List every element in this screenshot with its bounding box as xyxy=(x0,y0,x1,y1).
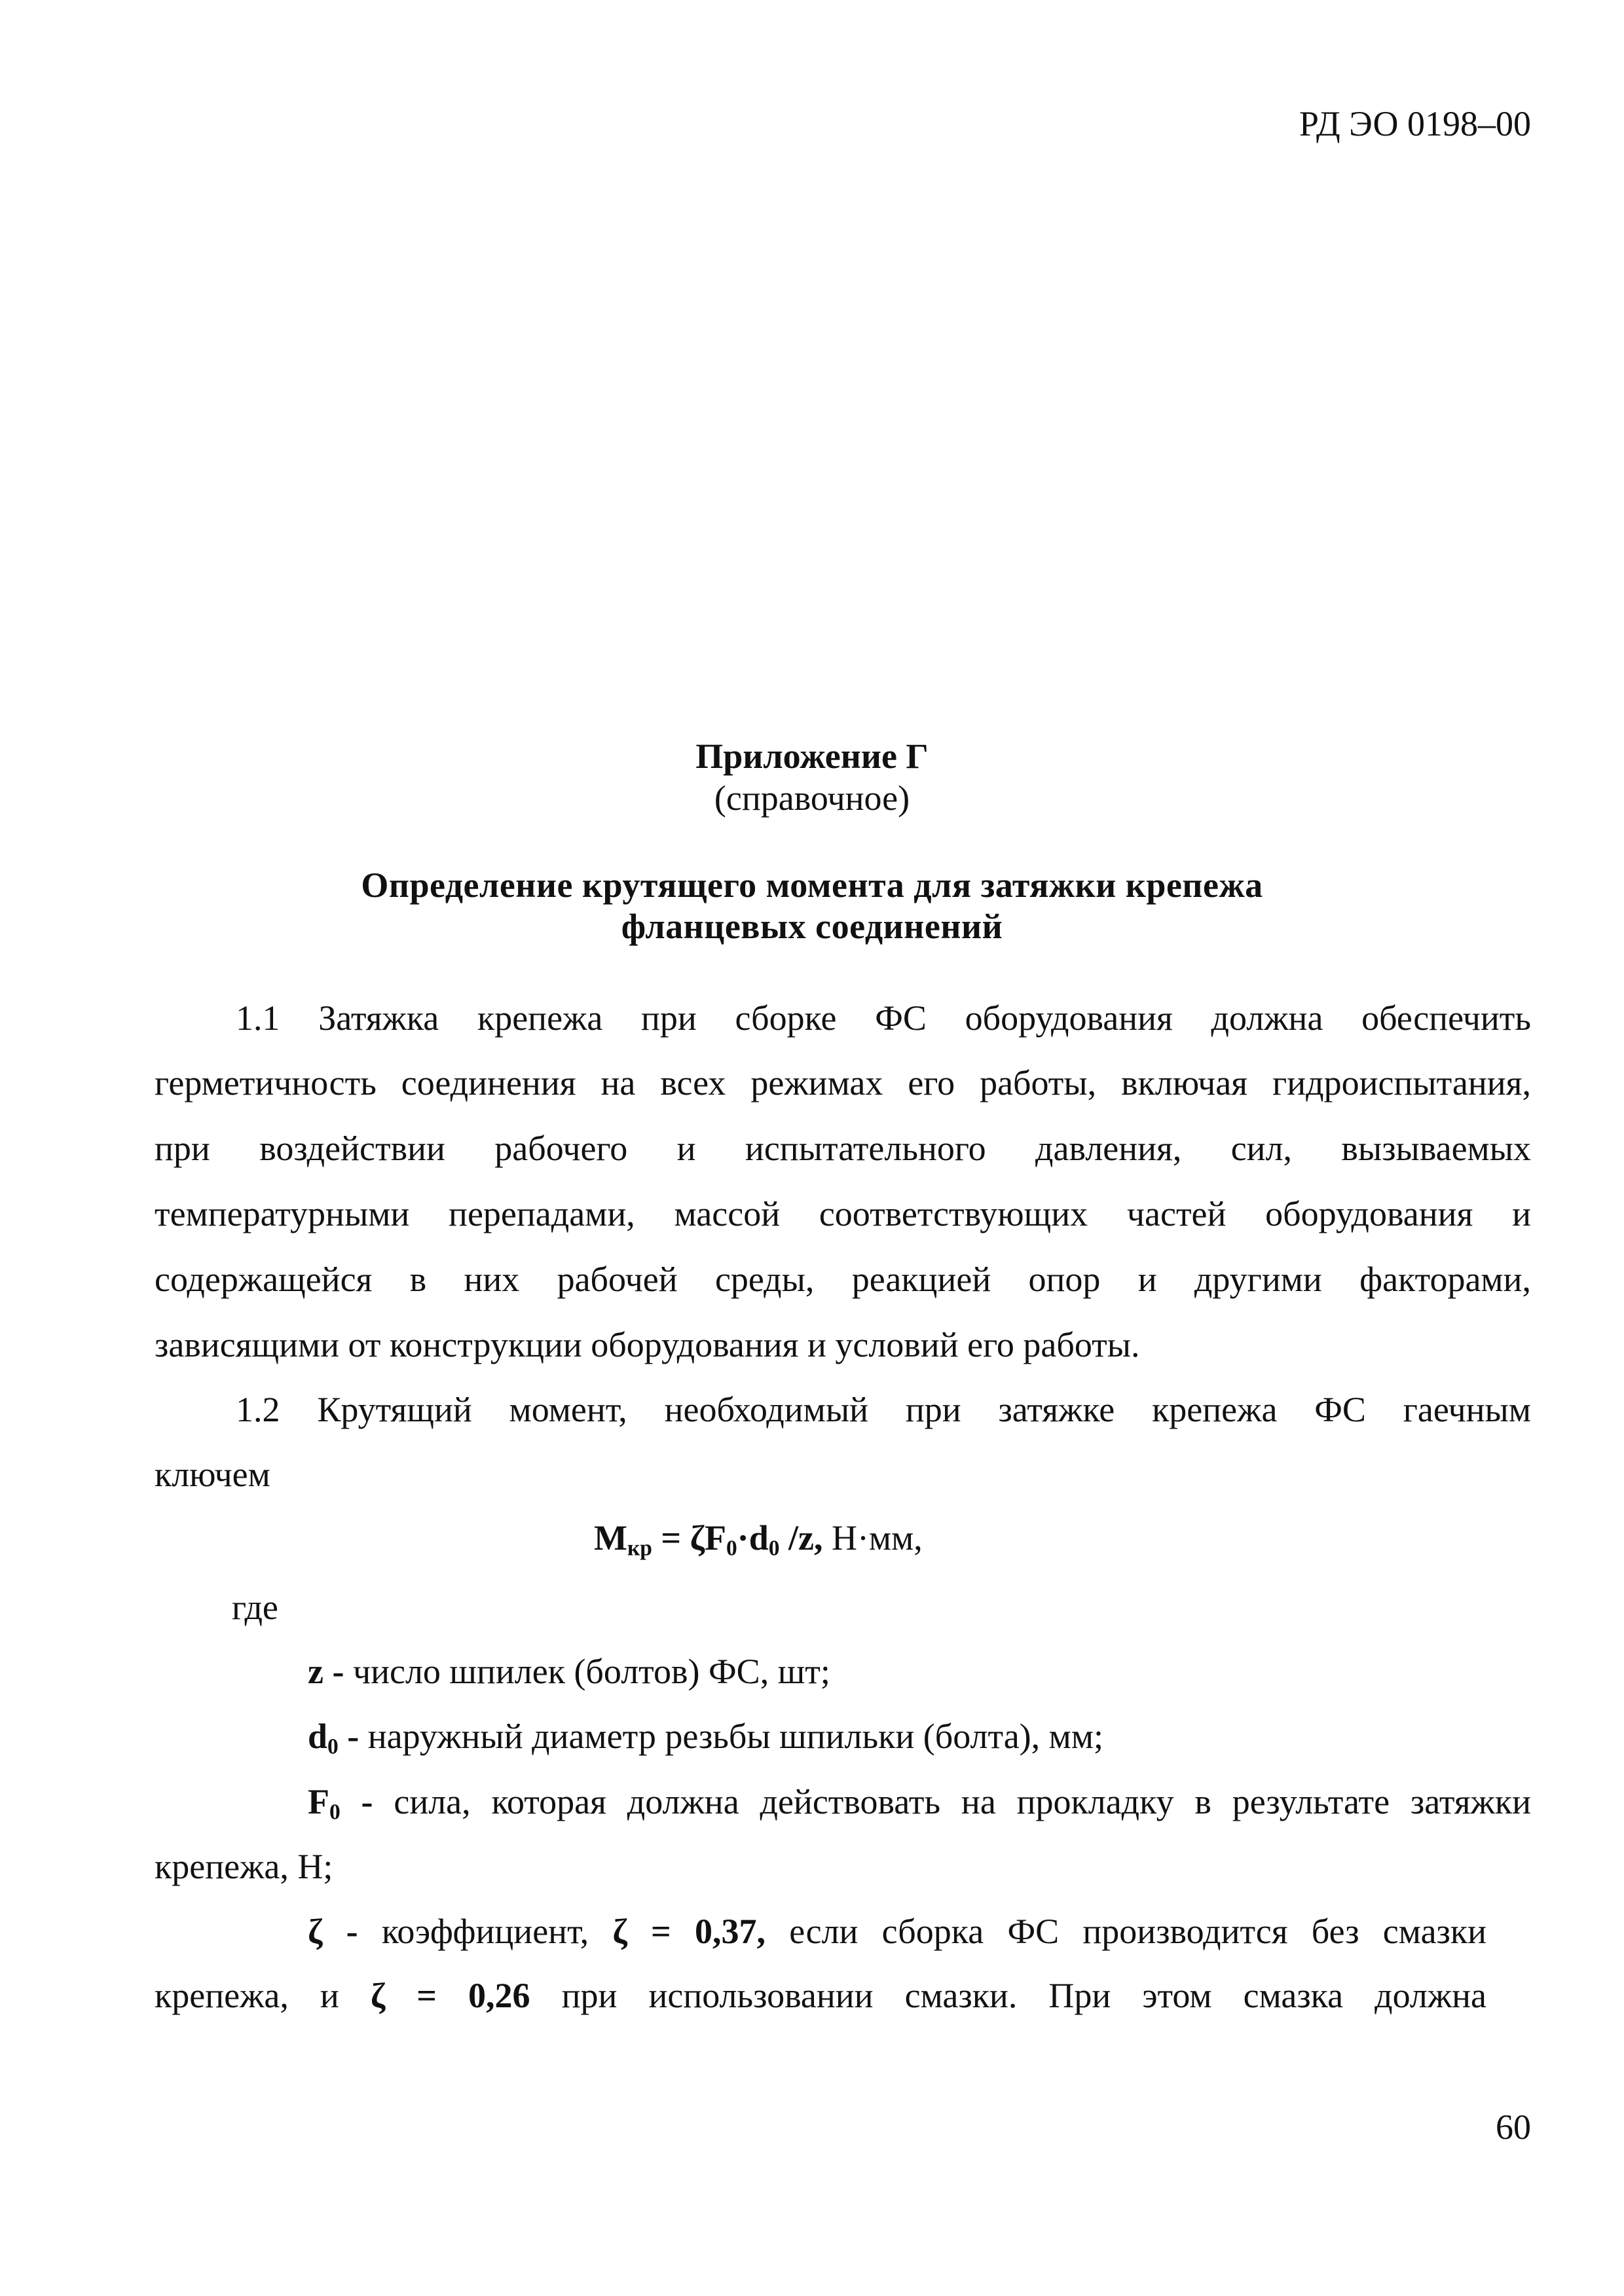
para-1-1-line-2: герметичность соединения на всех режимах его работы, включая гидроиспытания, xyxy=(155,1063,1531,1102)
definition-f0-line-1: $F_0$ - сила, которая должна действовать на прокладку в результате затяжки xyxy=(308,1782,1532,1825)
para-1-1-line-3: при воздействии рабочего и испытательного давления, сил, вызываемых xyxy=(155,1129,1531,1168)
section-heading-line-2: фланцевых соединений xyxy=(621,907,1003,946)
definition-f0-line-2: крепежа, Н; xyxy=(155,1847,333,1886)
document-code: РД ЭО 0198–00 xyxy=(1299,104,1531,143)
appendix-subtitle: (справочное) xyxy=(714,778,910,818)
definition-zeta-line-1: ζ - коэффициент, ζ = 0,37, если сборка ФС производится без смазки xyxy=(308,1912,1486,1951)
para-1-2-line-2: ключем xyxy=(155,1455,270,1494)
page-number: 60 xyxy=(1496,2107,1531,2147)
section-heading-line-1: Определение крутящего момента для затяжки крепежа xyxy=(361,866,1263,905)
definition-d0: $d_0$ - наружный диаметр резьбы шпильки (болта), мм; xyxy=(308,1717,1104,1759)
where-label: где xyxy=(232,1588,278,1627)
para-1-1-line-4: температурными перепадами, массой соответствующих частей оборудования и xyxy=(155,1194,1531,1233)
para-1-1-line-1: 1.1 Затяжка крепежа при сборке ФС оборудования должна обеспечить xyxy=(236,998,1531,1038)
appendix-title: Приложение Г xyxy=(695,737,929,776)
torque-formula: $М_{кр} = \zeta F_0\cdot d_0$ /z, Н·мм, xyxy=(594,1518,923,1561)
para-1-2-line-1: 1.2 Крутящий момент, необходимый при затяжке крепежа ФС гаечным xyxy=(236,1390,1531,1429)
definition-zeta-line-2: крепежа, и ζ = 0,26 при использовании смазки. При этом смазка должна xyxy=(155,1976,1486,2015)
definition-z: z - число шпилек (болтов) ФС, шт; xyxy=(308,1652,830,1691)
para-1-1-line-6: зависящими от конструкции оборудования и условий его работы. xyxy=(155,1325,1140,1364)
para-1-1-line-5: содержащейся в них рабочей среды, реакцией опор и другими факторами, xyxy=(155,1260,1531,1299)
